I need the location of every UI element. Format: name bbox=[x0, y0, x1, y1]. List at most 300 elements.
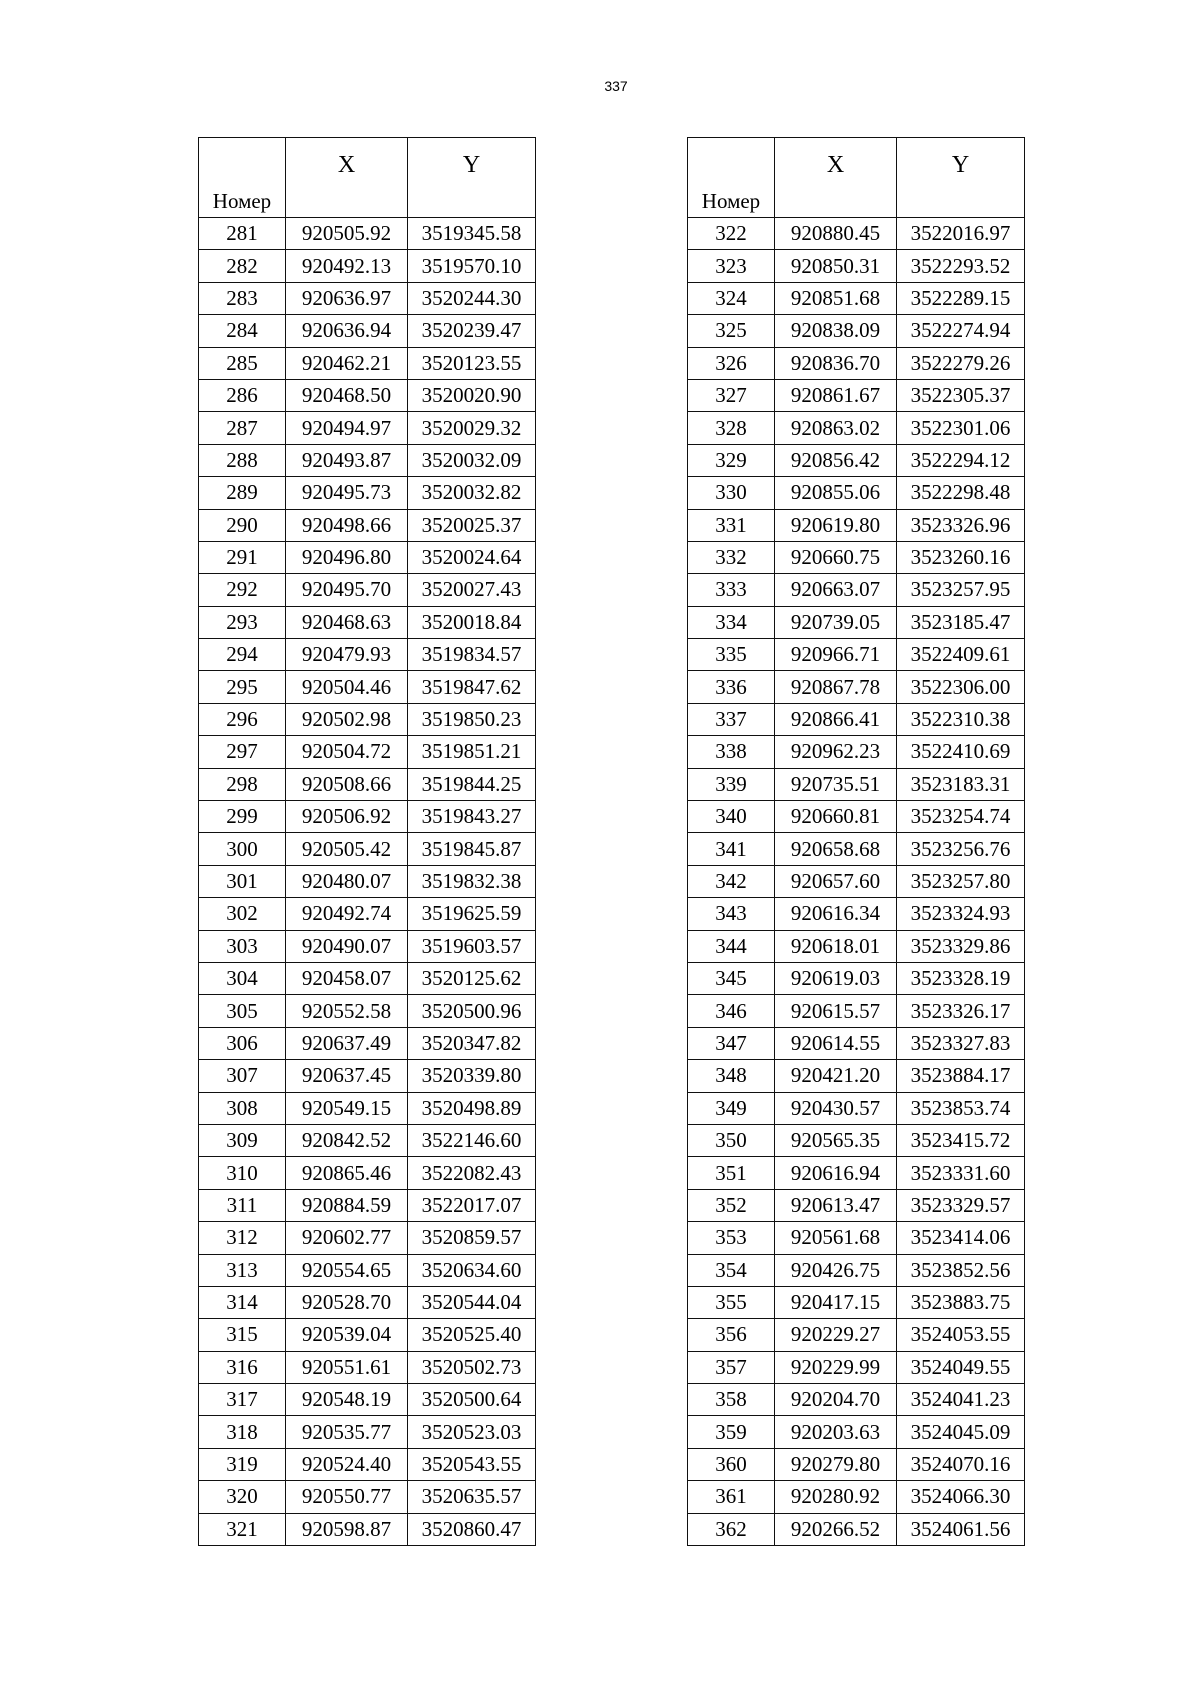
cell-y: 3520498.89 bbox=[408, 1092, 536, 1124]
cell-number: 359 bbox=[688, 1416, 775, 1448]
table-row bbox=[199, 477, 536, 509]
cell-x: 920962.23 bbox=[775, 736, 897, 768]
cell-x: 920505.92 bbox=[286, 218, 408, 250]
table-body bbox=[199, 218, 536, 1546]
table-row bbox=[688, 768, 1025, 800]
table-row bbox=[688, 639, 1025, 671]
cell-y: 3522293.52 bbox=[897, 250, 1025, 282]
cell-y: 3520027.43 bbox=[408, 574, 536, 606]
cell-y: 3519834.57 bbox=[408, 639, 536, 671]
cell-y: 3523327.83 bbox=[897, 1027, 1025, 1059]
table-row bbox=[688, 995, 1025, 1027]
table-row bbox=[199, 801, 536, 833]
table-row bbox=[199, 995, 536, 1027]
cell-x: 920637.45 bbox=[286, 1060, 408, 1092]
table-row bbox=[688, 1286, 1025, 1318]
cell-y: 3523254.74 bbox=[897, 801, 1025, 833]
cell-x: 920430.57 bbox=[775, 1092, 897, 1124]
cell-number: 304 bbox=[199, 962, 286, 994]
table-row bbox=[688, 282, 1025, 314]
table-row bbox=[199, 1351, 536, 1383]
cell-y: 3523328.19 bbox=[897, 962, 1025, 994]
cell-y: 3522289.15 bbox=[897, 282, 1025, 314]
cell-number: 290 bbox=[199, 509, 286, 541]
cell-y: 3520339.80 bbox=[408, 1060, 536, 1092]
cell-x: 920619.03 bbox=[775, 962, 897, 994]
cell-y: 3523331.60 bbox=[897, 1157, 1025, 1189]
cell-y: 3519850.23 bbox=[408, 703, 536, 735]
cell-y: 3520634.60 bbox=[408, 1254, 536, 1286]
cell-number: 321 bbox=[199, 1513, 286, 1545]
table-row bbox=[199, 962, 536, 994]
cell-x: 920616.94 bbox=[775, 1157, 897, 1189]
cell-y: 3522294.12 bbox=[897, 444, 1025, 476]
cell-y: 3520502.73 bbox=[408, 1351, 536, 1383]
cell-x: 920637.49 bbox=[286, 1027, 408, 1059]
table-row bbox=[199, 444, 536, 476]
cell-x: 920861.67 bbox=[775, 379, 897, 411]
cell-y: 3520347.82 bbox=[408, 1027, 536, 1059]
cell-number: 308 bbox=[199, 1092, 286, 1124]
cell-x: 920421.20 bbox=[775, 1060, 897, 1092]
cell-number: 350 bbox=[688, 1124, 775, 1156]
cell-y: 3520018.84 bbox=[408, 606, 536, 638]
cell-number: 353 bbox=[688, 1222, 775, 1254]
cell-x: 920266.52 bbox=[775, 1513, 897, 1545]
table-row bbox=[199, 1513, 536, 1545]
coordinates-table-right bbox=[687, 137, 1025, 1546]
table-row bbox=[688, 574, 1025, 606]
cell-number: 351 bbox=[688, 1157, 775, 1189]
cell-number: 325 bbox=[688, 315, 775, 347]
cell-x: 920229.99 bbox=[775, 1351, 897, 1383]
cell-x: 920865.46 bbox=[286, 1157, 408, 1189]
cell-y: 3519625.59 bbox=[408, 898, 536, 930]
cell-y: 3520500.64 bbox=[408, 1384, 536, 1416]
cell-number: 309 bbox=[199, 1124, 286, 1156]
cell-number: 318 bbox=[199, 1416, 286, 1448]
cell-number: 338 bbox=[688, 736, 775, 768]
cell-number: 287 bbox=[199, 412, 286, 444]
table-header-row bbox=[688, 138, 1025, 218]
table-row bbox=[199, 1157, 536, 1189]
table-row bbox=[688, 606, 1025, 638]
cell-number: 323 bbox=[688, 250, 775, 282]
cell-x: 920508.66 bbox=[286, 768, 408, 800]
table-row bbox=[688, 1319, 1025, 1351]
cell-number: 294 bbox=[199, 639, 286, 671]
cell-y: 3519843.27 bbox=[408, 801, 536, 833]
cell-number: 324 bbox=[688, 282, 775, 314]
cell-y: 3524061.56 bbox=[897, 1513, 1025, 1545]
table-row bbox=[688, 1481, 1025, 1513]
cell-x: 920658.68 bbox=[775, 833, 897, 865]
cell-x: 920492.74 bbox=[286, 898, 408, 930]
cell-number: 331 bbox=[688, 509, 775, 541]
cell-number: 312 bbox=[199, 1222, 286, 1254]
cell-y: 3524045.09 bbox=[897, 1416, 1025, 1448]
cell-y: 3523883.75 bbox=[897, 1286, 1025, 1318]
cell-number: 295 bbox=[199, 671, 286, 703]
cell-number: 281 bbox=[199, 218, 286, 250]
cell-x: 920495.73 bbox=[286, 477, 408, 509]
table-row bbox=[688, 1416, 1025, 1448]
table-row bbox=[199, 1416, 536, 1448]
cell-y: 3523326.96 bbox=[897, 509, 1025, 541]
cell-number: 333 bbox=[688, 574, 775, 606]
cell-number: 316 bbox=[199, 1351, 286, 1383]
cell-x: 920616.34 bbox=[775, 898, 897, 930]
cell-number: 340 bbox=[688, 801, 775, 833]
cell-x: 920739.05 bbox=[775, 606, 897, 638]
cell-number: 314 bbox=[199, 1286, 286, 1318]
table-row bbox=[688, 477, 1025, 509]
cell-number: 319 bbox=[199, 1448, 286, 1480]
cell-x: 920479.93 bbox=[286, 639, 408, 671]
cell-y: 3523415.72 bbox=[897, 1124, 1025, 1156]
table-row bbox=[199, 1384, 536, 1416]
cell-x: 920565.35 bbox=[775, 1124, 897, 1156]
cell-y: 3523257.95 bbox=[897, 574, 1025, 606]
header-number: Номер bbox=[199, 138, 286, 218]
cell-x: 920880.45 bbox=[775, 218, 897, 250]
cell-x: 920426.75 bbox=[775, 1254, 897, 1286]
cell-number: 313 bbox=[199, 1254, 286, 1286]
cell-x: 920842.52 bbox=[286, 1124, 408, 1156]
table-row bbox=[688, 218, 1025, 250]
cell-number: 299 bbox=[199, 801, 286, 833]
header-y: Y bbox=[897, 138, 1025, 218]
header-x: X bbox=[286, 138, 408, 218]
cell-x: 920279.80 bbox=[775, 1448, 897, 1480]
cell-number: 343 bbox=[688, 898, 775, 930]
table-row bbox=[688, 250, 1025, 282]
table-row bbox=[199, 898, 536, 930]
cell-y: 3523329.86 bbox=[897, 930, 1025, 962]
table-row bbox=[688, 930, 1025, 962]
table-row bbox=[199, 1254, 536, 1286]
cell-y: 3519851.21 bbox=[408, 736, 536, 768]
table-row bbox=[688, 833, 1025, 865]
table-row bbox=[199, 315, 536, 347]
cell-x: 920502.98 bbox=[286, 703, 408, 735]
cell-y: 3522146.60 bbox=[408, 1124, 536, 1156]
table-row bbox=[688, 962, 1025, 994]
cell-number: 362 bbox=[688, 1513, 775, 1545]
cell-y: 3523852.56 bbox=[897, 1254, 1025, 1286]
cell-x: 920657.60 bbox=[775, 865, 897, 897]
cell-y: 3523414.06 bbox=[897, 1222, 1025, 1254]
cell-number: 320 bbox=[199, 1481, 286, 1513]
cell-x: 920549.15 bbox=[286, 1092, 408, 1124]
table-row bbox=[688, 541, 1025, 573]
cell-number: 301 bbox=[199, 865, 286, 897]
cell-x: 920458.07 bbox=[286, 962, 408, 994]
cell-y: 3522306.00 bbox=[897, 671, 1025, 703]
table-row bbox=[199, 1060, 536, 1092]
table-row bbox=[688, 1060, 1025, 1092]
cell-x: 920966.71 bbox=[775, 639, 897, 671]
table-row bbox=[199, 865, 536, 897]
cell-x: 920636.97 bbox=[286, 282, 408, 314]
cell-number: 346 bbox=[688, 995, 775, 1027]
table-row bbox=[688, 315, 1025, 347]
cell-number: 344 bbox=[688, 930, 775, 962]
cell-y: 3520860.47 bbox=[408, 1513, 536, 1545]
cell-x: 920490.07 bbox=[286, 930, 408, 962]
cell-x: 920229.27 bbox=[775, 1319, 897, 1351]
cell-number: 337 bbox=[688, 703, 775, 735]
cell-number: 327 bbox=[688, 379, 775, 411]
cell-number: 292 bbox=[199, 574, 286, 606]
table-row bbox=[688, 898, 1025, 930]
cell-x: 920468.50 bbox=[286, 379, 408, 411]
cell-y: 3520859.57 bbox=[408, 1222, 536, 1254]
table-row bbox=[688, 1157, 1025, 1189]
cell-y: 3520544.04 bbox=[408, 1286, 536, 1318]
cell-y: 3522016.97 bbox=[897, 218, 1025, 250]
cell-x: 920838.09 bbox=[775, 315, 897, 347]
cell-number: 356 bbox=[688, 1319, 775, 1351]
cell-y: 3519603.57 bbox=[408, 930, 536, 962]
cell-number: 303 bbox=[199, 930, 286, 962]
cell-x: 920619.80 bbox=[775, 509, 897, 541]
table-row bbox=[688, 1027, 1025, 1059]
cell-y: 3519832.38 bbox=[408, 865, 536, 897]
cell-number: 341 bbox=[688, 833, 775, 865]
cell-y: 3523324.93 bbox=[897, 898, 1025, 930]
table-row bbox=[688, 865, 1025, 897]
header-y: Y bbox=[408, 138, 536, 218]
table-row bbox=[688, 801, 1025, 833]
table-row bbox=[199, 833, 536, 865]
cell-y: 3522305.37 bbox=[897, 379, 1025, 411]
table-row bbox=[199, 1092, 536, 1124]
cell-y: 3519845.87 bbox=[408, 833, 536, 865]
cell-number: 330 bbox=[688, 477, 775, 509]
cell-y: 3522279.26 bbox=[897, 347, 1025, 379]
cell-number: 326 bbox=[688, 347, 775, 379]
table-row bbox=[688, 1351, 1025, 1383]
cell-y: 3524066.30 bbox=[897, 1481, 1025, 1513]
cell-x: 920602.77 bbox=[286, 1222, 408, 1254]
cell-y: 3520244.30 bbox=[408, 282, 536, 314]
header-x: X bbox=[775, 138, 897, 218]
cell-x: 920506.92 bbox=[286, 801, 408, 833]
table-row bbox=[688, 1254, 1025, 1286]
cell-y: 3522082.43 bbox=[408, 1157, 536, 1189]
cell-y: 3520032.09 bbox=[408, 444, 536, 476]
cell-x: 920548.19 bbox=[286, 1384, 408, 1416]
table-row bbox=[688, 379, 1025, 411]
table-row bbox=[199, 1222, 536, 1254]
cell-number: 336 bbox=[688, 671, 775, 703]
cell-x: 920850.31 bbox=[775, 250, 897, 282]
cell-y: 3524049.55 bbox=[897, 1351, 1025, 1383]
cell-x: 920613.47 bbox=[775, 1189, 897, 1221]
cell-x: 920504.72 bbox=[286, 736, 408, 768]
cell-number: 354 bbox=[688, 1254, 775, 1286]
cell-number: 306 bbox=[199, 1027, 286, 1059]
cell-number: 317 bbox=[199, 1384, 286, 1416]
cell-number: 291 bbox=[199, 541, 286, 573]
table-row bbox=[199, 379, 536, 411]
cell-x: 920867.78 bbox=[775, 671, 897, 703]
table-row bbox=[199, 1319, 536, 1351]
cell-y: 3520239.47 bbox=[408, 315, 536, 347]
cell-number: 322 bbox=[688, 218, 775, 250]
cell-y: 3522410.69 bbox=[897, 736, 1025, 768]
cell-number: 335 bbox=[688, 639, 775, 671]
table-row bbox=[199, 1448, 536, 1480]
cell-x: 920863.02 bbox=[775, 412, 897, 444]
cell-x: 920417.15 bbox=[775, 1286, 897, 1318]
cell-y: 3524053.55 bbox=[897, 1319, 1025, 1351]
cell-number: 310 bbox=[199, 1157, 286, 1189]
cell-number: 339 bbox=[688, 768, 775, 800]
table-row bbox=[688, 347, 1025, 379]
cell-x: 920615.57 bbox=[775, 995, 897, 1027]
table-row bbox=[199, 1286, 536, 1318]
cell-y: 3522409.61 bbox=[897, 639, 1025, 671]
cell-x: 920498.66 bbox=[286, 509, 408, 541]
cell-x: 920468.63 bbox=[286, 606, 408, 638]
cell-x: 920535.77 bbox=[286, 1416, 408, 1448]
cell-y: 3520525.40 bbox=[408, 1319, 536, 1351]
table-row bbox=[688, 1124, 1025, 1156]
cell-y: 3519345.58 bbox=[408, 218, 536, 250]
table-row bbox=[688, 444, 1025, 476]
table-row bbox=[199, 1027, 536, 1059]
cell-number: 358 bbox=[688, 1384, 775, 1416]
cell-number: 297 bbox=[199, 736, 286, 768]
cell-y: 3523185.47 bbox=[897, 606, 1025, 638]
cell-number: 311 bbox=[199, 1189, 286, 1221]
cell-y: 3519847.62 bbox=[408, 671, 536, 703]
cell-y: 3523256.76 bbox=[897, 833, 1025, 865]
cell-x: 920660.75 bbox=[775, 541, 897, 573]
cell-y: 3523329.57 bbox=[897, 1189, 1025, 1221]
cell-y: 3522310.38 bbox=[897, 703, 1025, 735]
cell-number: 302 bbox=[199, 898, 286, 930]
cell-number: 345 bbox=[688, 962, 775, 994]
cell-x: 920735.51 bbox=[775, 768, 897, 800]
cell-number: 284 bbox=[199, 315, 286, 347]
table-row bbox=[199, 736, 536, 768]
cell-y: 3523853.74 bbox=[897, 1092, 1025, 1124]
table-row bbox=[688, 1384, 1025, 1416]
cell-y: 3524070.16 bbox=[897, 1448, 1025, 1480]
table-row bbox=[688, 1448, 1025, 1480]
table-row bbox=[199, 671, 536, 703]
cell-y: 3520020.90 bbox=[408, 379, 536, 411]
cell-number: 349 bbox=[688, 1092, 775, 1124]
table-row bbox=[688, 1189, 1025, 1221]
cell-y: 3519570.10 bbox=[408, 250, 536, 282]
cell-x: 920663.07 bbox=[775, 574, 897, 606]
cell-y: 3523260.16 bbox=[897, 541, 1025, 573]
cell-x: 920614.55 bbox=[775, 1027, 897, 1059]
table-row bbox=[199, 606, 536, 638]
cell-number: 329 bbox=[688, 444, 775, 476]
cell-x: 920561.68 bbox=[775, 1222, 897, 1254]
cell-x: 920660.81 bbox=[775, 801, 897, 833]
cell-y: 3520523.03 bbox=[408, 1416, 536, 1448]
table-row bbox=[688, 1513, 1025, 1545]
cell-number: 332 bbox=[688, 541, 775, 573]
cell-x: 920493.87 bbox=[286, 444, 408, 476]
coordinates-table-left bbox=[198, 137, 536, 1546]
cell-x: 920496.80 bbox=[286, 541, 408, 573]
cell-y: 3524041.23 bbox=[897, 1384, 1025, 1416]
table-row bbox=[199, 1189, 536, 1221]
cell-y: 3522274.94 bbox=[897, 315, 1025, 347]
cell-x: 920505.42 bbox=[286, 833, 408, 865]
cell-y: 3520024.64 bbox=[408, 541, 536, 573]
cell-x: 920494.97 bbox=[286, 412, 408, 444]
cell-number: 288 bbox=[199, 444, 286, 476]
cell-number: 328 bbox=[688, 412, 775, 444]
cell-x: 920552.58 bbox=[286, 995, 408, 1027]
cell-x: 920550.77 bbox=[286, 1481, 408, 1513]
cell-x: 920551.61 bbox=[286, 1351, 408, 1383]
cell-number: 286 bbox=[199, 379, 286, 411]
table-row bbox=[199, 412, 536, 444]
cell-y: 3520032.82 bbox=[408, 477, 536, 509]
cell-x: 920504.46 bbox=[286, 671, 408, 703]
table-row bbox=[688, 1222, 1025, 1254]
cell-x: 920203.63 bbox=[775, 1416, 897, 1448]
cell-x: 920480.07 bbox=[286, 865, 408, 897]
table-row bbox=[199, 347, 536, 379]
cell-number: 285 bbox=[199, 347, 286, 379]
cell-x: 920495.70 bbox=[286, 574, 408, 606]
table-row bbox=[199, 639, 536, 671]
table-row bbox=[688, 1092, 1025, 1124]
cell-y: 3520029.32 bbox=[408, 412, 536, 444]
cell-number: 347 bbox=[688, 1027, 775, 1059]
table-row bbox=[688, 412, 1025, 444]
cell-y: 3523257.80 bbox=[897, 865, 1025, 897]
cell-number: 296 bbox=[199, 703, 286, 735]
table-row bbox=[199, 509, 536, 541]
cell-x: 920636.94 bbox=[286, 315, 408, 347]
table-row bbox=[199, 703, 536, 735]
cell-x: 920598.87 bbox=[286, 1513, 408, 1545]
cell-x: 920528.70 bbox=[286, 1286, 408, 1318]
cell-number: 305 bbox=[199, 995, 286, 1027]
cell-number: 282 bbox=[199, 250, 286, 282]
cell-y: 3522298.48 bbox=[897, 477, 1025, 509]
cell-y: 3520500.96 bbox=[408, 995, 536, 1027]
table-body bbox=[688, 218, 1025, 1546]
cell-y: 3523884.17 bbox=[897, 1060, 1025, 1092]
table-row bbox=[199, 574, 536, 606]
cell-y: 3520123.55 bbox=[408, 347, 536, 379]
cell-x: 920884.59 bbox=[286, 1189, 408, 1221]
cell-number: 357 bbox=[688, 1351, 775, 1383]
cell-x: 920856.42 bbox=[775, 444, 897, 476]
cell-x: 920836.70 bbox=[775, 347, 897, 379]
cell-number: 298 bbox=[199, 768, 286, 800]
cell-y: 3520635.57 bbox=[408, 1481, 536, 1513]
table-row bbox=[688, 736, 1025, 768]
cell-number: 360 bbox=[688, 1448, 775, 1480]
table-row bbox=[199, 768, 536, 800]
cell-x: 920539.04 bbox=[286, 1319, 408, 1351]
table-row bbox=[688, 671, 1025, 703]
cell-y: 3523183.31 bbox=[897, 768, 1025, 800]
